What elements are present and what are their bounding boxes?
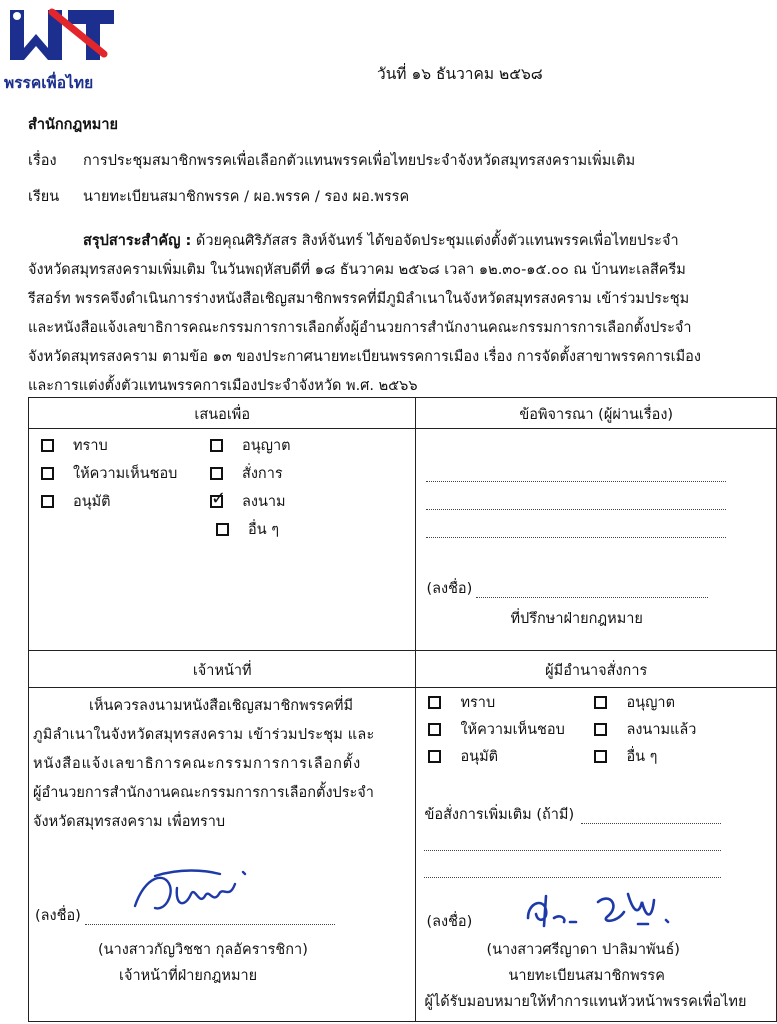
officer-body-cell (29, 688, 416, 1022)
officer-header: เจ้าหน้าที่ (192, 663, 252, 679)
checkbox-approve[interactable] (41, 495, 54, 508)
checkbox-permit[interactable] (594, 696, 607, 709)
option-label: ลงนามแล้ว (626, 722, 697, 738)
department-name: สำนักกฎหมาย (28, 117, 118, 133)
dotted-line (424, 877, 721, 878)
officer-note (33, 692, 374, 837)
party-logo (4, 4, 124, 90)
document-date: วันที่ ๑๖ ธันวาคม ๒๕๖๘ (377, 65, 543, 83)
signer-name: (นางสาวกัญวิชชา กุลอัครารชิกา) (98, 942, 308, 958)
approval-table (28, 397, 777, 1022)
summary-heading: สรุปสาระสำคัญ : (83, 233, 192, 249)
checkbox-acknowledge[interactable] (41, 439, 54, 452)
party-logo-mark (4, 4, 124, 64)
dotted-line (426, 537, 726, 538)
dotted-line (424, 850, 721, 851)
subject-value: การประชุมสมาชิกพรรคเพื่อเลือกตัวแทนพรรคเพื่อไทยประจำจังหวัดสมุทรสงครามเพิ่มเติม (83, 153, 636, 169)
check-mark-icon: ✓ (211, 488, 227, 509)
checkbox-order[interactable] (210, 467, 223, 480)
consider-header-cell (416, 398, 777, 429)
signature-dotted-line (476, 597, 708, 598)
officer-note-line: หนังสือแจ้งเลขาธิการคณะกรรมการการเลือกตั้ง (33, 756, 362, 772)
summary-line: และหนังสือแจ้งเลขาธิการคณะกรรมการการเลือกตั้งผู้อำนวยการสำนักงานคณะกรรมการการเลือกตั้งประจำ (28, 320, 692, 336)
officer-signature (125, 866, 255, 926)
checkbox-other[interactable] (216, 523, 229, 536)
dotted-line (426, 481, 726, 482)
party-logo-text: พรรคเพื่อไทย (4, 74, 94, 92)
option-label: อนุมัติ (460, 749, 499, 765)
sign-label: (ลงชื่อ) (35, 908, 81, 924)
authority-header: ผู้มีอำนาจสั่งการ (545, 663, 648, 679)
option-label: ลงนาม (242, 494, 286, 510)
summary-line: จังหวัดสมุทรสงคราม ตามข้อ ๑๓ ของประกาศนายทะเบียนพรรคการเมือง เรื่อง การจัดตั้งสาขาพรรคการเมือง (28, 349, 701, 365)
consider-header: ข้อพิจารณา (ผู้ผ่านเรื่อง) (519, 407, 674, 423)
propose-header: เสนอเพื่อ (194, 407, 251, 423)
option-label: สั่งการ (242, 466, 283, 482)
option-label: ทราบ (460, 695, 496, 711)
summary-line: จังหวัดสมุทรสงครามเพิ่มเติม ในวันพฤหัสบดีที่ ๑๘ ธันวาคม ๒๕๖๘ เวลา ๑๒.๓๐-๑๕.๐๐ ณ บ้านทะเลสีครีม (28, 262, 686, 278)
to-label: เรียน (28, 189, 60, 205)
subject-label: เรื่อง (28, 153, 57, 169)
signer-name: (นางสาวศรีญาดา ปาลิมาพันธ์) (486, 942, 680, 958)
checkbox-permit[interactable] (210, 439, 223, 452)
checkbox-approve[interactable] (428, 750, 441, 763)
signature-dotted-line (85, 924, 335, 925)
to-value: นายทะเบียนสมาชิกพรรค / ผอ.พรรค / รอง ผอ.พรรค (83, 189, 410, 205)
officer-note-line: ผู้อำนวยการสำนักงานคณะกรรมการการเลือกตั้งประจำ (33, 785, 374, 801)
authority-body-cell (416, 688, 777, 1022)
option-label: ทราบ (73, 438, 108, 454)
dotted-line (426, 509, 726, 510)
checkbox-endorse[interactable] (41, 467, 54, 480)
option-label: อนุญาต (626, 695, 675, 711)
checkbox-other[interactable] (594, 750, 607, 763)
option-label: ให้ความเห็นชอบ (73, 466, 178, 482)
propose-header-cell (29, 398, 416, 429)
option-label: อื่น ๆ (248, 522, 280, 538)
sign-label: (ลงชื่อ) (426, 581, 473, 597)
summary-line: และการแต่งตั้งตัวแทนพรรคการเมืองประจำจังหวัด พ.ศ. ๒๕๖๖ (28, 378, 418, 394)
checkbox-signed[interactable] (594, 723, 607, 736)
option-label: อนุมัติ (73, 494, 111, 510)
option-label: อื่น ๆ (626, 749, 658, 765)
officer-note-line: จังหวัดสมุทรสงคราม เพื่อทราบ (33, 814, 226, 830)
dotted-line (581, 823, 721, 824)
signer-title: นายทะเบียนสมาชิกพรรค (508, 968, 665, 984)
option-label: ให้ความเห็นชอบ (460, 722, 565, 738)
option-label: อนุญาต (242, 438, 291, 454)
officer-note-line: เห็นควรลงนามหนังสือเชิญสมาชิกพรรคที่มี (89, 698, 354, 714)
consider-body-cell (416, 429, 777, 651)
propose-options-cell (29, 429, 416, 651)
summary-block (28, 227, 777, 401)
officer-header-cell (29, 651, 416, 688)
signer-title: ที่ปรึกษาฝ่ายกฎหมาย (510, 611, 643, 627)
signer-title: เจ้าหน้าที่ฝ่ายกฎหมาย (119, 968, 258, 984)
officer-note-line: ภูมิลำเนาในจังหวัดสมุทรสงคราม เข้าร่วมประชุม และ (33, 727, 375, 743)
checkbox-endorse[interactable] (428, 723, 441, 736)
sign-label: (ลงชื่อ) (426, 914, 473, 930)
authority-header-cell (416, 651, 777, 688)
summary-line: รีสอร์ท พรรคจึงดำเนินการร่างหนังสือเชิญสมาชิกพรรคที่มีภูมิลำเนาในจังหวัดสมุทรสงคราม เข้าร่วมประชุม (28, 291, 690, 307)
summary-line: ด้วยคุณศิริภัสสร สิงห์จันทร์ ได้ขอจัดประชุมแต่งตั้งตัวแทนพรรคเพื่อไทยประจำ (195, 233, 679, 249)
checkbox-acknowledge[interactable] (428, 696, 441, 709)
authority-signature (520, 888, 690, 936)
signer-subtitle: ผู้ได้รับมอบหมายให้ทำการแทนหัวหน้าพรรคเพื่อไทย (424, 994, 747, 1010)
extra-order-label: ข้อสั่งการเพิ่มเติม (ถ้ามี) (424, 807, 575, 823)
